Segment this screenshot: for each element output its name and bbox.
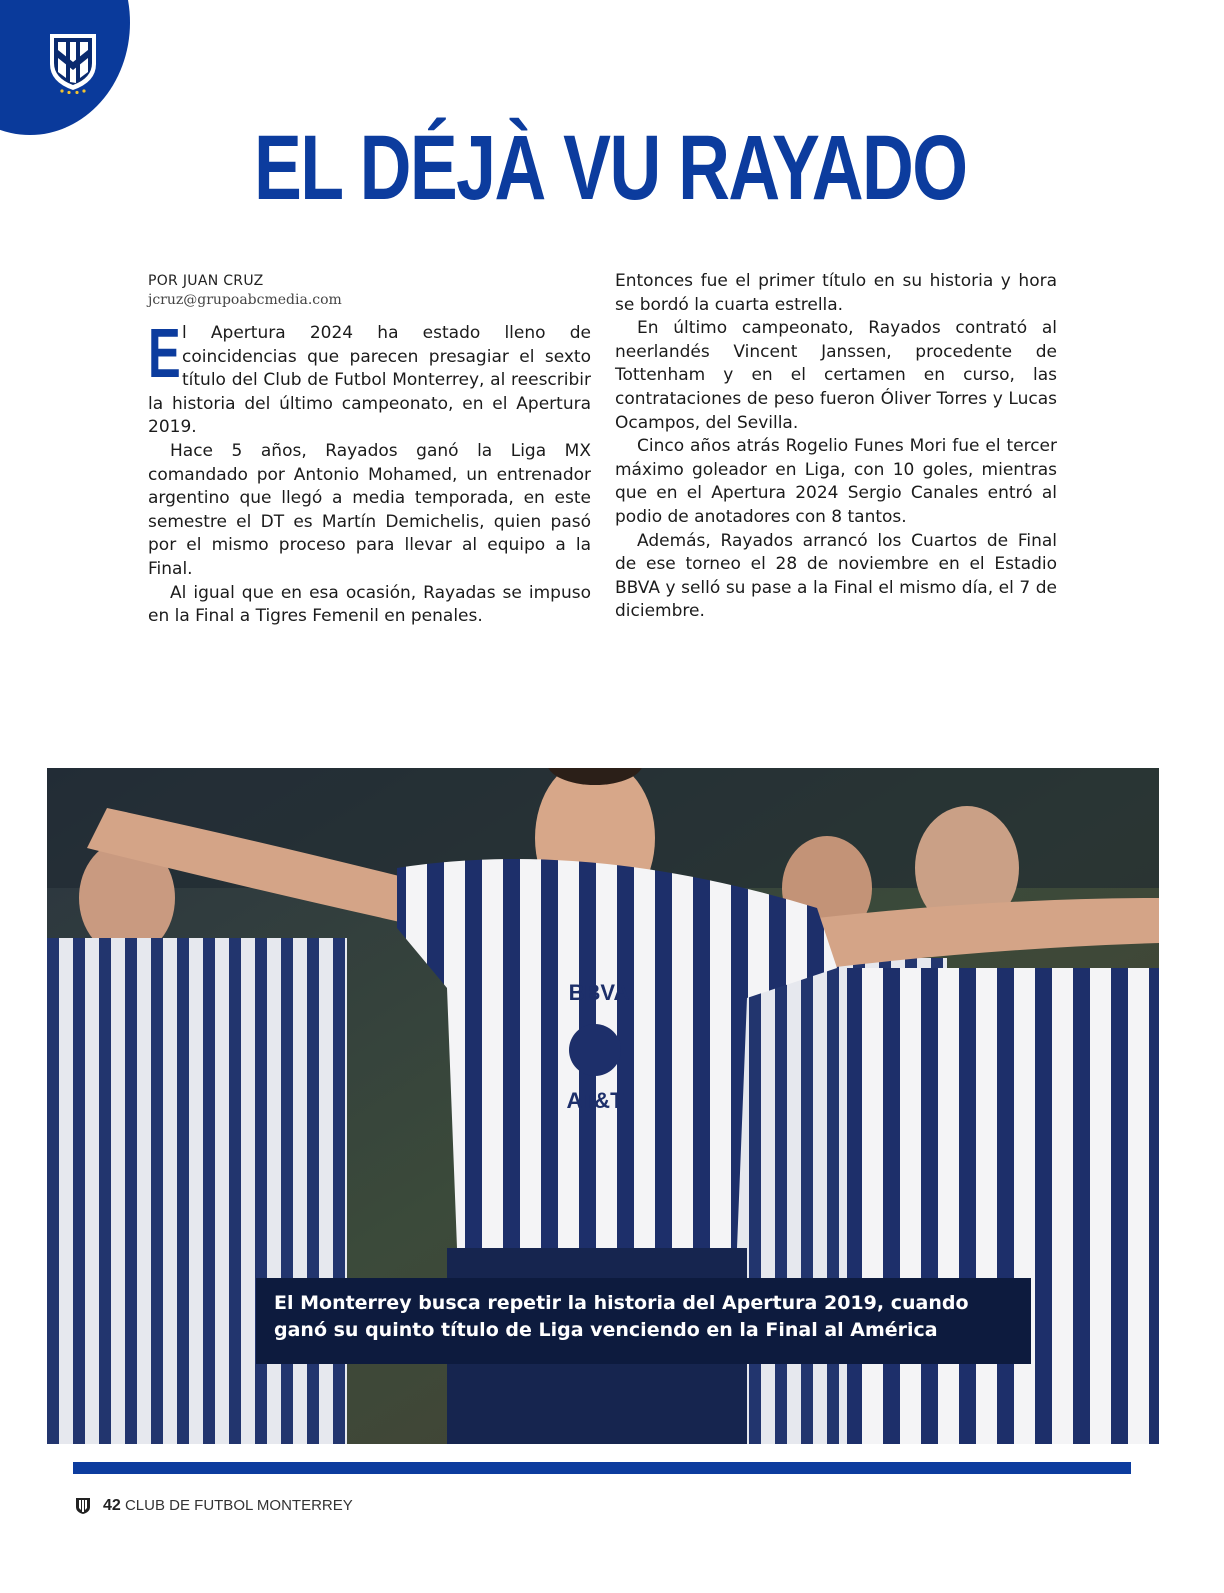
author-email: jcruz@grupoabcmedia.com	[148, 292, 342, 308]
article-column-left	[148, 270, 591, 629]
publication-name: CLUB DE FUTBOL MONTERREY	[124, 1497, 353, 1514]
paragraph: Entonces fue el primer título en su historia y hora se bordó la cuarta estrella.	[615, 271, 1057, 315]
page-footer	[75, 1494, 353, 1518]
paragraph: Al igual que en esa ocasión, Rayadas se impuso en la Final a Tigres Femenil en penales.	[148, 582, 591, 627]
paragraph: l Apertura 2024 ha estado lleno de coincidencias que parecen presagiar el sexto título del Club de Futbol Monterrey, al reescribir la historia del último campeonato, en el Apertura 2019.	[148, 323, 591, 438]
photo-caption: El Monterrey busca repetir la historia del Apertura 2019, cuando ganó su quinto título de Liga venciendo en la Final al América	[256, 1278, 1031, 1364]
footer-rule	[73, 1462, 1131, 1474]
paragraph: Además, Rayados arrancó los Cuartos de Final de ese torneo el 28 de noviembre en el Estadio BBVA y selló su pase a la Final el mismo día, el 7 de diciembre.	[615, 530, 1057, 622]
club-crest-small-icon	[75, 1497, 91, 1515]
paragraph: Hace 5 años, Rayados ganó la Liga MX comandado por Antonio Mohamed, un entrenador argentino que llegó a media temporada, en este semestre el DT es Martín Demichelis, quien pasó por el mismo proceso para llevar al equipo a la Final.	[148, 440, 591, 579]
jersey-sponsor-2-text: AT&T	[566, 1088, 624, 1113]
page-number: 42	[103, 1497, 121, 1514]
author-byline: POR JUAN CRUZ	[148, 273, 264, 289]
article-title: EL DÉJÀ VU RAYADO	[253, 117, 967, 219]
club-crest-icon	[44, 28, 102, 94]
jersey-sponsor-text: BBVA	[568, 980, 630, 1005]
paragraph: Cinco años atrás Rogelio Funes Mori fue el tercer máximo goleador en Liga, con 10 goles, mientras que en el Apertura 2024 Sergio Canales entró al podio de anotadores con 8 tantos.	[615, 436, 1057, 527]
article-column-right	[615, 270, 1057, 624]
paragraph: En último campeonato, Rayados contrató al neerlandés Vincent Janssen, procedente de Tottenham y en el certamen en curso, las contrataciones de peso fueron Óliver Torres y Lucas Ocampos, del Sevilla.	[615, 318, 1057, 433]
drop-cap: E	[148, 314, 181, 392]
